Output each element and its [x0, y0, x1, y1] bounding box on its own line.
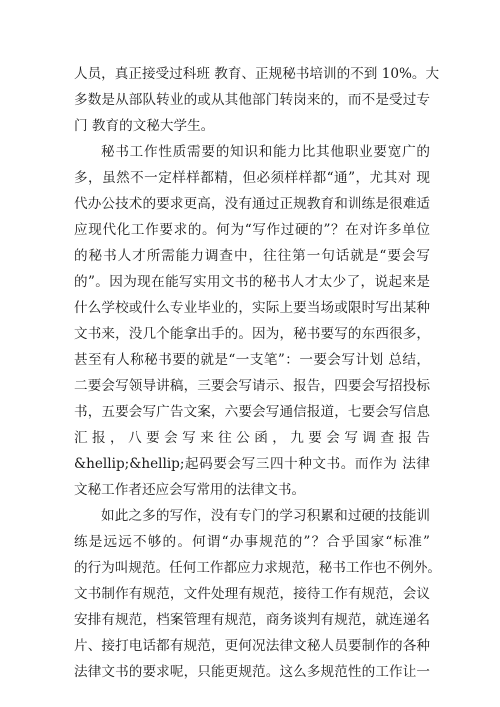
- text-line: 多，虽然不一定样样都精，但必须样样都“通”，尤其对 现: [74, 170, 430, 186]
- text-line: 代办公技术的要求更高，没有通过正规教育和训练是很难适: [74, 196, 430, 212]
- text-line: 文书来，没几个能拿出手的。因为，秘书要写的东西很多，: [74, 326, 430, 342]
- text-line: 片、接打电话都有规范，更何况法律文秘人员要制作的各种: [74, 638, 430, 654]
- text-line: 的秘书人才所需能力调查中，往往第一句话就是“要会写: [74, 248, 430, 264]
- text-line: 人员，真正接受过科班 教育、正规秘书培训的不到 10%。大: [74, 66, 440, 82]
- text-line: 练是远远不够的。何谓“办事规范的”？合乎国家“标准”: [74, 534, 430, 550]
- text-line: 安排有规范，档案管理有规范，商务谈判有规范，就连递名: [74, 612, 430, 628]
- text-line: 甚至有人称秘书要的就是“一支笔”：一要会写计划 总结，: [74, 352, 430, 368]
- text-line: 门 教育的文秘大学生。: [74, 118, 215, 134]
- text-line: 的”。因为现在能写实用文书的秘书人才太少了，说起来是: [74, 274, 430, 290]
- text-line: 什么学校或什么专业毕业的，实际上要当场或限时写出某种: [74, 300, 430, 316]
- text-line: 文秘工作者还应会写常用的法律文书。: [74, 482, 306, 498]
- text-line: 应现代化工作要求的。何为“写作过硬的”？在对许多单位: [74, 222, 430, 238]
- text-line: 的行为叫规范。任何工作都应力求规范，秘书工作也不例外。: [74, 560, 442, 576]
- text-line: 文书制作有规范，文件处理有规范，接待工作有规范，会议: [74, 586, 430, 602]
- paragraph-start-line: 如此之多的写作，没有专门的学习积累和过硬的技能训: [101, 508, 430, 524]
- paragraph-start-line: 秘书工作性质需要的知识和能力比其他职业要宽广的: [101, 144, 430, 160]
- text-line: 汇报，八要会写来往公函，九要会写调查报告: [74, 430, 430, 446]
- text-line: 二要会写领导讲稿，三要会写请示、报告，四要会写招投标: [74, 378, 430, 394]
- text-line: &hellip;&hellip;起码要会写三四十种文书。而作为 法律: [74, 456, 430, 472]
- text-line: 法律文书的要求呢，只能更规范。这么多规范性的工作让一: [74, 664, 430, 680]
- text-line: 多数是从部队转业的或从其他部门转岗来的，而不是受过专: [74, 92, 430, 108]
- text-line: 书，五要会写广告文案，六要会写通信报道，七要会写信息: [74, 404, 430, 420]
